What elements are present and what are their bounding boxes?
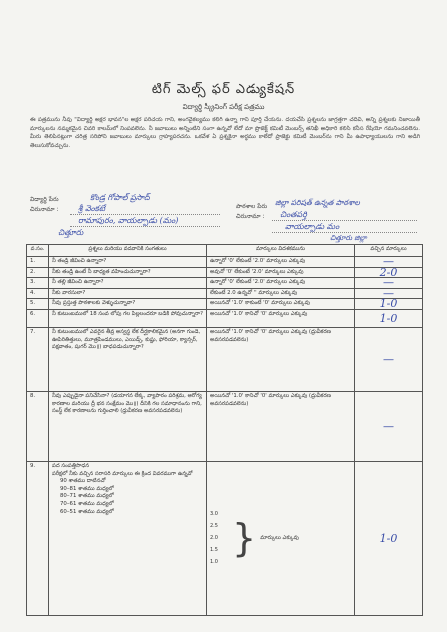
row-number: 4. [27, 288, 49, 299]
curly-brace-icon: } [232, 516, 257, 561]
range-item: 90 శాతము దాటినచో [60, 478, 106, 485]
marks-rule-cell: అయినచో '1.0' కానిచో '0' మార్కులు ఎక్కువు (ధ్రువీకరణ అవసరపడవలెను) [207, 327, 355, 391]
table-row [27, 288, 423, 299]
address-line3-handwriting: చిత్తూరు [58, 228, 84, 237]
form-instructions: ఈ పత్రమును నీవు "విద్యార్థి అక్షర భావన"ల అక్షర పరిచయ గాని, అంగవైకల్యము కలిగి ఉన్నా గాని పూర్తి చేయను. దయచేసి ప్రశ్నలను జాగ్రత్తగా చదివి, అన్ని ప్రశ్నలకు నిజాయితీ మార్కులను నమ్మకమైన చివరి కాలమ్‌లో నింపవలెను. నీ జవాబులు అన్నింటిని సంగా ఉన్నవో లేదో మా ప్రొజెక్ట్ కమిటీ మెంబర్స్ తనిఖీ అధికారి కలిసి కనీస రేషియో గమనించవలెను. మీరు తెలిపినట్లుగా చరిత్ర సరిపోని జవాబులు మార్కులు గ్రాహ్యపరచను. ఒకవేళ ఏ ప్రశ్నకైనా అర్థము కాలేదో ప్రాజెక్టు కమిటీ మెంబర్‌ను గాని మీ ఉపాధ్యాయులను గాని అడిగి తెలుసుకోవచ్చును. [30, 117, 420, 149]
school-name-handwriting: జిల్లా పరిషత్ ఉన్నత పాఠశాల [275, 198, 360, 207]
gained-marks-cell: 1-0 [355, 309, 423, 327]
screening-table [26, 244, 423, 616]
question-cell: నీ తండ్రి జీవించి ఉన్నారా? [49, 257, 207, 268]
col-header-sno: వ.సం. [27, 245, 49, 257]
scale-value: 1.0 [210, 559, 218, 566]
question-cell: నీ కుటుంబములో 18 సంవ లోపు గల పిల్లలందరూ బడికి పోవుచున్నారా? [49, 309, 207, 327]
student-name-label: విద్యార్థి పేరు [30, 196, 59, 203]
table-row [27, 267, 423, 278]
form-title: టిగ్ మెల్స్ ఫర్ ఎడ్యుకేషన్ [151, 82, 296, 97]
row-number: 7. [27, 327, 49, 391]
school-dotted-line [272, 220, 417, 221]
address-line1-handwriting: శ్రీ వెంకటే [78, 204, 106, 213]
school-dotted-line [272, 232, 417, 233]
gained-marks-cell: 1-0 [355, 461, 423, 615]
range-item: 90–81 శాతము మధ్యలో [60, 485, 114, 492]
marks-rule-cell: ఉన్నారో '0' లేకుంటే '2.0' మార్కులు ఎక్కువు [207, 278, 355, 289]
address-dotted-line [70, 214, 220, 215]
table-row [27, 327, 423, 391]
marks-rule-cell: లేకుంటే 2.0 ఉన్నవో '' మార్కులు ఎక్కువు [207, 288, 355, 299]
question-cell: నీవు ఎప్పుడైనా పనిచేసినా? (డయాగన లేక్క, వ్యాపారం పరిశ్రమ, అరోగ్య కారణాల మరియు ద్రీ భన సంక్షేమం మొ॥) దీనికి గల సమాధానంను గాని, సంస్థ్ లేక కారణాలను గుర్తించాలి (ధ్రువీకరణ అవసరపడవలెను) [49, 391, 207, 461]
school-address-label: చిరునామా : [236, 213, 265, 220]
address-label: చిరునామా : [30, 206, 59, 213]
table-row [27, 257, 423, 268]
table-row [27, 278, 423, 289]
gained-marks-cell: — [355, 257, 423, 268]
question-cell: నీకు వారసులా? [49, 288, 207, 299]
row9-title: పద సంపత్తిసాధన [52, 462, 90, 469]
school-name-line2-handwriting: చింతపర్తి [280, 210, 307, 219]
question-cell: నీ తల్లి జీవించి ఉన్నారా? [49, 278, 207, 289]
row-number: 5. [27, 299, 49, 310]
table-row [27, 309, 423, 327]
row-number: 6. [27, 309, 49, 327]
col-header-question: ప్రశ్నలు మరియు వదవానికి సంగతులు [49, 245, 207, 257]
scale-marks-text: మార్కులు ఎక్కువు [260, 534, 299, 541]
scale-value: 3.0 [210, 511, 218, 518]
row-number: 2. [27, 267, 49, 278]
table-row [27, 391, 423, 461]
gained-marks-cell: — [355, 391, 423, 461]
row-number: 9. [27, 461, 49, 615]
marks-rule-cell: అయినచో '1.0' కానిచో '0' మార్కులు ఎక్కువు (ధ్రువీకరణ అవసరపడవలెను) [207, 391, 355, 461]
scale-value: 2.0 [210, 535, 218, 542]
school-address-line2-handwriting: చిత్తూరు జిల్లా [330, 234, 367, 242]
address-dotted-line [70, 226, 220, 227]
range-item: 60–51 శాతము మధ్యలో [60, 508, 114, 515]
row-number: 8. [27, 391, 49, 461]
gained-marks-cell: 2-0 [355, 267, 423, 278]
form-subtitle: విద్యార్థి స్క్రీనింగ్ పరీక్ష పత్రము [182, 103, 265, 111]
scale-value: 1.5 [210, 547, 218, 554]
row-number: 1. [27, 257, 49, 268]
school-name-label: పాఠశాల పేరు [236, 203, 268, 210]
scale-value: 2.5 [210, 523, 218, 530]
question-cell: నీకు తండ్రి ఉంటే నీ బాధ్యత వహించుచున్నారా? [49, 267, 207, 278]
marks-scale-cell [207, 461, 355, 615]
col-header-marks: మార్కులు విదశకమును [207, 245, 355, 257]
row9-intro: పరీక్షలో నీకు వచ్చిన సరాసరి మార్కులు ఈ క్రింద వివరముగా ఉన్నవో [52, 470, 193, 477]
gained-marks-cell: — [355, 288, 423, 299]
question-cell [49, 461, 207, 615]
marks-rule-cell: అయినచో '1.0' కాకుంటే '0' మార్కులు ఎక్కువు [207, 299, 355, 310]
gained-marks-cell: — [355, 278, 423, 289]
col-header-gained: వచ్చిన మార్కులు [355, 245, 423, 257]
question-cell: నీ కుటుంబములో ఎవరైన తీవ్ర అస్వస్థ లేక దీర్ఘకాలికమైన (అనగా గుండె, ఊపిరితిత్తులు, మూత్రపిండములు, ఎయిడ్స్, కుష్టు, ఫోరియా, క్యాన్సర్, పక్షవాతం, షుగర్ మొ॥) బాధపడుచున్నారా? [49, 327, 207, 391]
marks-rule-cell: అయినచో '1.0' కానిచో '0' మార్కులు ఎక్కువు [207, 309, 355, 327]
table-row [27, 461, 423, 615]
marks-rule-cell: ఉన్నారో '0' లేకుంటే '2.0' మార్కులు ఎక్కువు [207, 257, 355, 268]
school-address-line1-handwriting: వాయల్పాడు మం [285, 222, 340, 231]
gained-marks-cell: 1-0 [355, 299, 423, 310]
range-item: 80–71 శాతము మధ్యలో [60, 493, 114, 500]
table-row [27, 299, 423, 310]
question-cell: నీవు ప్రస్తుత్త పాఠశాలకు వెళ్ళుచున్నావా? [49, 299, 207, 310]
row-number: 3. [27, 278, 49, 289]
range-item: 70–61 శాతము మధ్యలో [60, 500, 114, 507]
marks-rule-cell: అవునో '0' లేకుంటే '2.0' మార్కులు ఎక్కువు [207, 267, 355, 278]
gained-marks-cell: — [355, 327, 423, 391]
student-name-handwriting: కొండ్ర గోపాల్ ప్రసాద్ [90, 193, 150, 202]
address-line2-handwriting: రామాపురం, వాయల్పాడు (మం) [78, 216, 179, 225]
